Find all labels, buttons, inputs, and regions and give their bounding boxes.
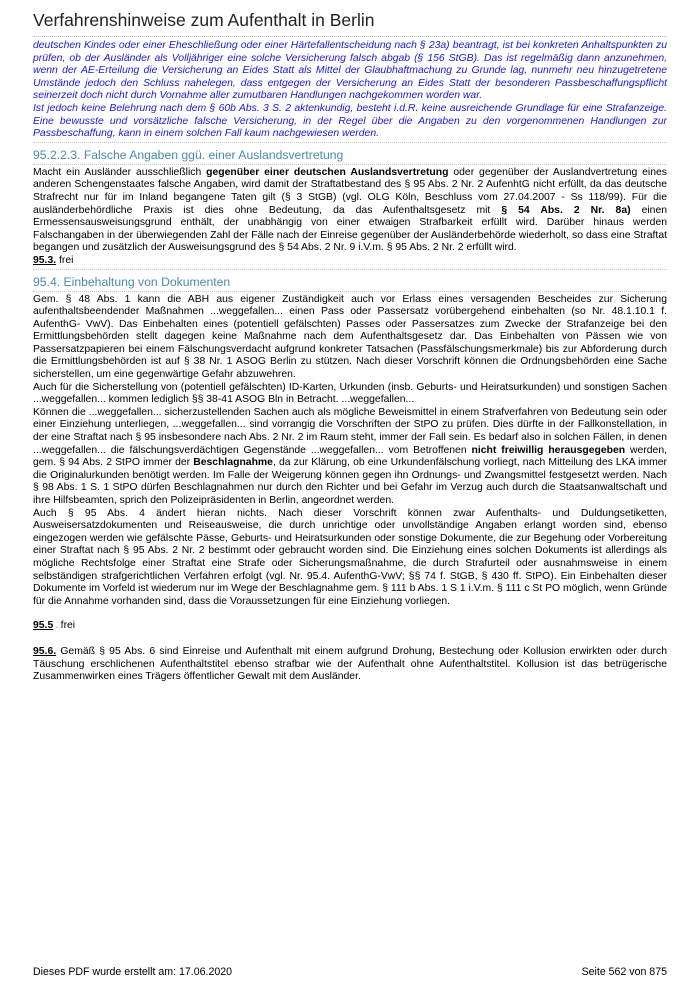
section-95-4-paragraph-4: Auch § 95 Abs. 4 ändert hieran nichts. Nach dieser Vorschrift können zwar Aufenthalts- und Duldungsetiketten, Ausweisersatzdokumenten und Reiseausweise, die durch unrichtige oder unvollständige Angaben erlangt worden sind, ebenso eingezogen werden wie gefälschte Pässe, Geburts- und Heiratsurkunden oder sonstige Dokumente, die zur Begehung oder Vorbereitung einer Straftat nach § 95 Abs. 2 Nr. 2 bestimmt oder gebraucht worden sind. Die Einziehung eines solchen Dokuments ist allerdings als mögliche Rechtsfolge einer Straftat eine Strafe oder Sicherungsmaßnahme, die durch Strafurteil oder ausnahmsweise in einem selbständigen strafgerichtlichen Verfahren erfolgt (vgl. Nr. 95.4. AufenthG-VwV; §§ 74 f. StGB, § 430 ff. StPO). Ein Einbehalten dieser Dokumente im Vorfeld ist wiederum nur im Wege der Beschlagnahme gem. § 111 b Abs. 1 S 1 i.V.m. § 111 c St PO möglich, wenn Gründe für die Annahme vorhanden sind, dass die Voraussetzungen für eine Einziehung vorliegen. [33, 507, 667, 607]
section-heading-95-2-2-3: 95.2.2.3. Falsche Angaben ggü. einer Auslandsvertretung [33, 148, 667, 165]
section-95-4-paragraph-1: Gem. § 48 Abs. 1 kann die ABH aus eigener Zuständigkeit auch vor Erlass eines versagenden Bescheides zur Sicherung aufenthaltsbeendender Maßnahmen ...weggefallen... einen Pass oder Passersatz vorübergehend einbehalten (so Nr. 48.1.10.1 f. AufenthG- VwV). Das Einbehalten eines (potentiell gefälschten) Passes oder Passersatzes zum Zwecke der Strafanzeige bei den Ermittlungsbehörden stellt dagegen keine Maßnahme nach dem Aufenthaltsgesetz dar. Das Einbehalten von Pässen wie von Passersatzpapieren bei einem Fälschungsverdacht aufgrund konkreter Tatsachen (Passfälschungsmerkmale) bis zur Abforderung durch die Ermittlungsbehörden ist auf § 38 Nr. 1 ASOG Berlin zu stützen. Nach dieser Vorschrift können die Ordnungsbehörden eine Sache sicherstellen, um eine gegenwärtige Gefahr abzuwehren. [33, 293, 667, 381]
section-95-2-2-3-text: Macht ein Ausländer ausschließlich gegenüber einer deutschen Auslandsvertretung oder gegenüber der Auslandvertretung eines anderen Schengenstaates falsche Angaben, wird damit der Straftatbestand des § 95 Abs. 2 Nr. 2 AufenhtG nicht erfüllt, da das deutsche Strafrecht nur für im Inland begangene Taten gilt (§ 3 StGB) (vgl. OLG Köln, Beschluss vom 27.04.2007 - Ss 118/99). Für die ausländerbehördliche Praxis ist dies ohne Bedeutung, da das Aufenthaltsgesetz mit § 54 Abs. 2 Nr. 8a) einen Ermessensausweisungsgrund enthält, der unabhängig von einer etwaigen Strafbarkeit erfüllt wird. Darüber hinaus werden Falschangaben in der überwiegenden Zahl der Fälle nach der Einreise gegenüber der Ausländerbehörde wiederholt, so dass eine Straftat begangen und zusätzlich der Ausweisungsgrund des § 54 Abs. 2 Nr. 9 i.V.m. § 95 Abs. 2 Nr. 2 erfüllt wird. [33, 166, 668, 254]
section-95-3: 95.3. frei [33, 255, 667, 270]
document-body [33, 40, 667, 684]
section-ref-95-5: 95.5 [33, 620, 54, 632]
footer-page-number: Seite 562 von 875 [581, 966, 667, 978]
section-heading-95-4: 95.4. Einbehaltung von Dokumenten [33, 275, 667, 292]
header-divider [33, 36, 667, 37]
intro-paragraph-1: deutschen Kindes oder einer Eheschließung oder einer Härtefallentscheidung nach § 23a) beantragt, ist bei konkreten Anhaltspunkten zu prüfen, ob der Ausländer als Volljähriger eine solche Versicherung falsch abgab (§ 156 StGB). Das ist regelmäßig dann anzunehmen, wenn der AE-Erteilung die Versicherung an Eides Statt als Mittel der Glaubhaftmachung zu Grunde lag, nunmehr neu hinzugetretene Umstände jedoch den Schluss nahelegen, dass entgegen der Versicherung an Eides Statt der besonderen Passbeschaffungspflicht seinerzeit doch nicht durch Vornahme aller zumutbaren Handlungen nachgekommen worden war. [33, 40, 667, 102]
footer-created-date: Dieses PDF wurde erstellt am: 17.06.2020 [33, 966, 233, 978]
section-ref-95-6: 95.6. [33, 645, 57, 657]
section-95-4-paragraph-2: Auch für die Sicherstellung von (potentiell gefälschten) ID-Karten, Urkunden (insb. Geburts- und Heiratsurkunden) und sonstigen Sachen ...weggefallen... kommen lediglich §§ 38-41 ASOG Bln in Betracht. ...weggefallen... [33, 381, 667, 406]
page-title: Verfahrenshinweise zum Aufenthalt in Berlin [33, 10, 375, 30]
section-95-6: 95.6. Gemäß § 95 Abs. 6 sind Einreise und Aufenthalt mit einem aufgrund Drohung, Bestechung oder Kollusion erwirkten oder durch Täuschung erschlichenen Aufenthaltstitel ebenso strafbar wie der Aufenthalt ohne Aufenthaltstitel. Kollusion ist das betrügerische Zusammenwirken eines Trägers öffentlicher Gewalt mit dem Ausländer. [33, 645, 667, 683]
intro-paragraph-2: Ist jedoch keine Belehrung nach dem § 60b Abs. 3 S. 2 aktenkundig, besteht i.d.R. keine ausreichende Grundlage für eine Strafanzeige. Eine bewusste und vorsätzliche falsche Versicherung, in der Regel über die Angaben zu den vorgenommenen Handlungen zur Passbeschaffung, kann in einem solchen Fall kaum nachgewiesen werden. [33, 103, 667, 143]
section-ref-95-3: 95.3. [33, 254, 57, 266]
section-95-4-paragraph-3: Können die ...weggefallen... sicherzustellenden Sachen auch als mögliche Beweismittel in einem Strafverfahren von Bedeutung sein oder einer Einziehung unterliegen, ...weggefallen... sind vorrangig die Vorschriften der StPO zu prüfen. Dies dürfte in der Fallkonstellation, in der eine Straftat nach § 95 insbesondere nach Abs. 2 Nr. 2 im Raum steht, immer der Fall sein. Es bedarf also in solchen Fällen, in denen ...weggefallen... die fälschungsverdächtigen Gegenstände ...weggefallen... vom Betroffenen nicht freiwillig herausgegeben werden, gem. § 94 Abs. 2 StPO immer der Beschlagnahme, da zur Klärung, ob eine Urkundenfälschung vorliegt, nach Mitteilung des LKA immer die Originalurkunden benötigt werden. Im Falle der Weigerung können gegen ihn Ordnungs- und Zwangsmittel festgesetzt werden. Nach § 98 Abs. 1 S. 1 StPO dürfen Beschlagnahmen nur durch den Richter und bei Gefahr im Verzug auch durch die Staatsanwaltschaft und ihre Hilfsbeamten, sprich den Polizeipräsidenten in Berlin, angeordnet werden. [33, 406, 667, 506]
section-95-5: 95.5 . frei [33, 620, 76, 632]
